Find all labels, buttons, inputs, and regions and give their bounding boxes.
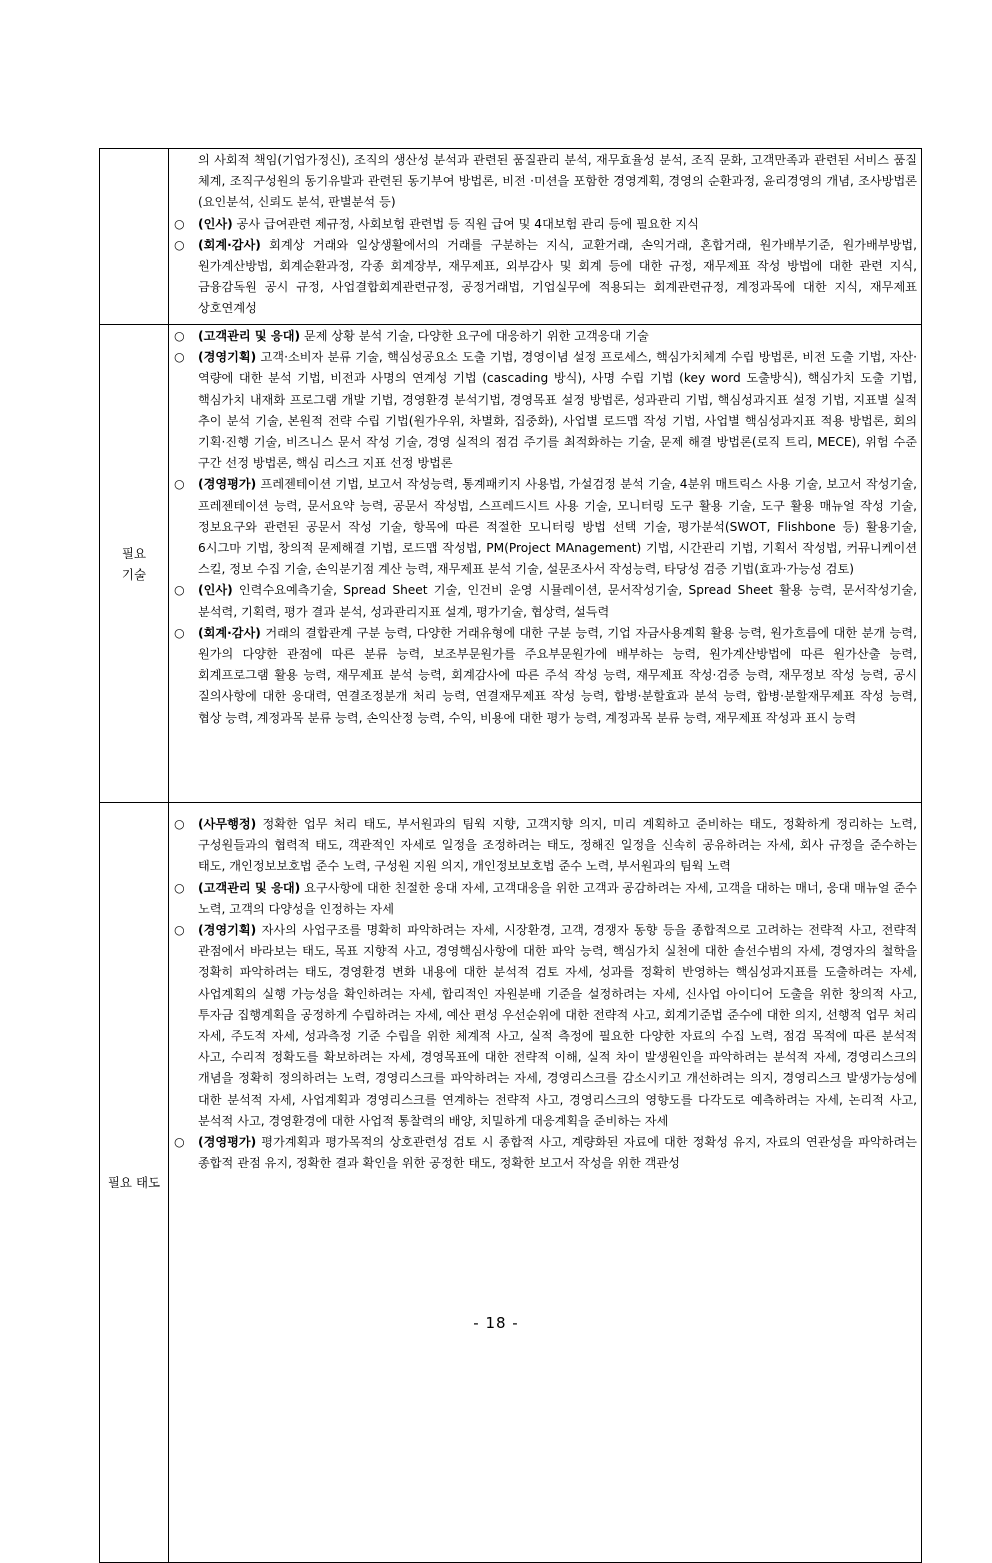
- item-category: (경영평가): [198, 1135, 257, 1150]
- item-text: 고객·소비자 분류 기술, 핵심성공요소 도출 기법, 경영이념 설정 프로세스, 핵심가치체계 수립 방법론, 비전 도출 기법, 자산·역량에 대한 분석 기법, 비전과 사명의 연계성 기법 (cascading 방식), 사명 수립 기법 (key word 도출방식), 핵심가치 도출 기법, 핵심가치 내재화 프로그램 개발 기법, 경영환경 분석기법, 경영목표 설정 방법론, 성과관리 기법, 핵심성과지표 설정 기법, 지표별 실적 추이 분석 기술, 본원적 전략 수립 기법(원가우위, 차별화, 집중화), 사업별 로드맵 작성 기법, 사업별 핵심성과지표 적용 방법론, 회의 기획·진행 기술, 비즈니스 문서 작성 기술, 경영 실적의 점검 주기를 최적화하는 기술, 문제 해결 방법론(로직 트리, MECE), 위험 수준 구간 선정 방법론, 핵심 리스크 지표 선정 방법론: [198, 350, 917, 471]
- list-item: [172, 474, 917, 580]
- knowledge-content: [169, 149, 922, 325]
- circle-bullet-icon: ○: [174, 216, 185, 231]
- item-text: 자사의 사업구조를 명확히 파악하려는 자세, 시장환경, 고객, 경쟁자 동향 등을 종합적으로 고려하는 전략적 사고, 전략적 관점에서 바라보는 태도, 목표 지향적 사고, 경영핵심사항에 대한 파악 능력, 핵심가치 실천에 대한 솔선수범의 자세, 경영자의 철학을 정확히 파악하려는 태도, 경영환경 변화 내용에 대한 분석적 검토 자세, 성과를 정확히 반영하는 핵심성과지표를 도출하려는 자세, 사업계획의 실행 가능성을 확인하려는 자세, 합리적인 자원분배 기준을 설정하려는 자세, 신사업 아이디어 도출을 위한 창의적 사고, 투자금 집행계획을 공정하게 수립하려는 자세, 예산 편성 우선순위에 대한 전략적 사고, 회계기준법 준수에 대한 의지, 선행적 업무 처리 자세, 주도적 자세, 성과측정 기준 수립을 위한 체계적 사고, 실적 측정에 필요한 다양한 자료의 수집 노력, 점검 목적에 따른 분석적 사고, 수리적 정확도를 확보하려는 자세, 경영목표에 대한 전략적 이해, 실적 차이 발생원인을 파악하려는 분석적 자세, 경영리스크의 개념을 정확히 정의하려는 노력, 경영리스크를 파악하려는 자세, 경영리스크를 감소시키고 개선하려는 의지, 경영리스크 발생가능성에 대한 분석적 자세, 사업계획과 경영리스크를 연계하는 전략적 사고, 경영리스크의 영향도를 다각도로 예측하려는 자세, 논리적 사고, 분석적 사고, 경영환경에 대한 사업적 통찰력의 배양, 치밀하게 대응계획을 준비하는 자세: [198, 923, 917, 1128]
- list-item: [172, 814, 917, 878]
- circle-bullet-icon: ○: [174, 583, 185, 598]
- list-item: [172, 214, 917, 235]
- item-text: 인력수요예측기술, Spread Sheet 기술, 인건비 운영 시뮬레이션, 문서작성기술, Spread Sheet 활용 능력, 문서작성기술, 분석력, 기획력, 평가 결과 분석, 성과관리지표 설계, 평가기술, 협상력, 설득력: [198, 583, 917, 619]
- circle-bullet-icon: ○: [174, 880, 185, 895]
- row-label-attitudes: [100, 803, 169, 1563]
- item-text: 공사 급여관련 제규정, 사회보험 관련법 등 직원 급여 및 4대보험 관리 등에 필요한 지식: [232, 216, 699, 231]
- list-item: [172, 878, 917, 920]
- item-category: (인사): [198, 583, 233, 598]
- item-category: (회계·감사): [198, 237, 261, 252]
- attitudes-row: [100, 803, 922, 1563]
- circle-bullet-icon: ○: [174, 1135, 185, 1150]
- attitudes-content: [169, 803, 922, 1563]
- list-item: [172, 326, 917, 347]
- circle-bullet-icon: ○: [174, 329, 185, 343]
- continuation-text: 의 사회적 책임(기업가정신), 조직의 생산성 분석과 관련된 품질관리 분석, 재무효율성 분석, 조직 문화, 고객만족과 관련된 서비스 품질 체계, 조직구성원의 동기유발과 관련된 동기부여 방법론, 비전 ·미션을 포함한 경영계획, 경영의 순환과정, 윤리경영의 개념, 조사방법론(요인분석, 신뢰도 분석, 판별분석 등): [198, 153, 917, 210]
- list-item: [172, 347, 917, 474]
- list-item: [172, 920, 917, 1132]
- row-label-line: 필요: [121, 545, 147, 561]
- knowledge-row: [100, 149, 922, 325]
- item-category: (고객관리 및 응대): [198, 329, 301, 343]
- row-label-line: 필요 태도: [107, 1175, 161, 1190]
- competency-table: [99, 148, 922, 1563]
- item-category: (경영기획): [198, 350, 257, 365]
- item-text: 평가계획과 평가목적의 상호관련성 검토 시 종합적 사고, 계량화된 자료에 대한 정확성 유지, 자료의 연관성을 파악하려는 종합적 관점 유지, 정확한 결과 확인을 위한 공정한 태도, 정확한 보고서 작성을 위한 객관성: [198, 1135, 917, 1171]
- skills-row: [100, 325, 922, 803]
- item-category: (사무행정): [198, 817, 257, 831]
- circle-bullet-icon: ○: [174, 817, 185, 831]
- row-label-knowledge: [100, 149, 169, 325]
- circle-bullet-icon: ○: [174, 237, 185, 252]
- row-label-skills: [100, 325, 169, 803]
- circle-bullet-icon: ○: [174, 923, 185, 938]
- item-text: 거래의 결합관계 구분 능력, 다양한 거래유형에 대한 구분 능력, 기업 자금사용계획 활용 능력, 원가흐름에 대한 분개 능력, 원가의 다양한 관점에 따른 분류 능력, 보조부문원가를 주요부문원가에 배부하는 능력, 원가계산방법에 따른 원가산출 능력, 회계프로그램 활용 능력, 재무제표 분석 능력, 회계감사에 따른 주석 작성 능력, 재무제표 작성·검증 능력, 재무정보 작성 능력, 공시 질의사항에 대한 응대력, 연결조정분개 처리 능력, 연결재무제표 작성 능력, 합병·분할효과 분석 능력, 합병·분할재무제표 작성 능력, 협상 능력, 계정과목 분류 능력, 손익산정 능력, 수익, 비용에 대한 평가 능력, 계정과목 분류 능력, 재무제표 작성과 표시 능력: [198, 625, 917, 725]
- page-number: - 18 -: [473, 1314, 519, 1332]
- skills-content: [169, 325, 922, 803]
- list-item: [172, 1132, 917, 1174]
- list-item: [172, 235, 917, 320]
- circle-bullet-icon: ○: [174, 477, 185, 492]
- cell-top-spacer: [172, 804, 917, 814]
- list-item: [172, 623, 917, 729]
- item-text: 요구사항에 대한 친절한 응대 자세, 고객대응을 위한 고객과 공감하려는 자세, 고객을 대하는 매너, 응대 매뉴얼 준수 노력, 고객의 다양성을 인정하는 자세: [198, 880, 918, 916]
- circle-bullet-icon: ○: [174, 625, 185, 640]
- item-category: (경영기획): [198, 923, 257, 938]
- item-category: (회계·감사): [198, 625, 261, 640]
- item-text: 프레젠테이션 기법, 보고서 작성능력, 통계패키지 사용법, 가설검정 분석 기술, 4분위 매트릭스 사용 기술, 보고서 작성기술, 프레젠테이션 능력, 문서요약 능력, 공문서 작성법, 스프레드시트 사용 기술, 모니터링 도구 활용 기술, 도구 활용 매뉴얼 작성 기술, 정보요구와 관련된 공문서 작성 기술, 항목에 따른 적절한 모니터링 방법 선택 기술, 평가분석(SWOT, Flishbone 등) 활용기술, 6시그마 기법, 창의적 문제해결 기법, 로드맵 작성법, PM(Project MAnagement) 기법, 시간관리 기법, 기획서 작성법, 커뮤니케이션 스킬, 정보 수집 기술, 손익분기점 계산 능력, 재무제표 분석 기술, 설문조사서 작성능력, 타당성 검증 기법(효과·가능성 검토): [198, 477, 917, 577]
- item-category: (고객관리 및 응대): [198, 880, 301, 895]
- item-text: 문제 상황 분석 기술, 다양한 요구에 대응하기 위한 고객응대 기술: [300, 329, 649, 343]
- item-category: (경영평가): [198, 477, 257, 492]
- row-label-line: 기술: [121, 566, 147, 582]
- list-item: [172, 580, 917, 622]
- item-text: 회계상 거래와 일상생활에서의 거래를 구분하는 지식, 교환거래, 손익거래, 혼합거래, 원가배부기준, 원가배부방법, 원가계산방법, 회계순환과정, 각종 회계장부, 재무제표, 외부감사 및 회계 등에 대한 규정, 재무제표 작성 방법에 대한 관련 지식, 금융감독원 공시 규정, 사업결합회계관련규정, 공정거래법, 기업실무에 적용되는 회계관련규정, 계정과목에 대한 지식, 재무제표 상호연계성: [198, 237, 917, 316]
- item-category: (인사): [198, 216, 233, 231]
- item-text: 정확한 업무 처리 태도, 부서원과의 팀웍 지향, 고객지향 의지, 미리 계획하고 준비하는 태도, 정확하게 정리하는 노력, 구성원들과의 협력적 태도, 객관적인 자세로 일정을 조정하려는 태도, 정해진 일정을 신속히 공유하려는 자세, 회사 규정을 준수하는 태도, 개인정보보호법 준수 노력, 구성원 지원 의지, 개인정보보호법 준수 노력, 부서원과의 팀웍 노력: [198, 817, 917, 874]
- circle-bullet-icon: ○: [174, 350, 185, 365]
